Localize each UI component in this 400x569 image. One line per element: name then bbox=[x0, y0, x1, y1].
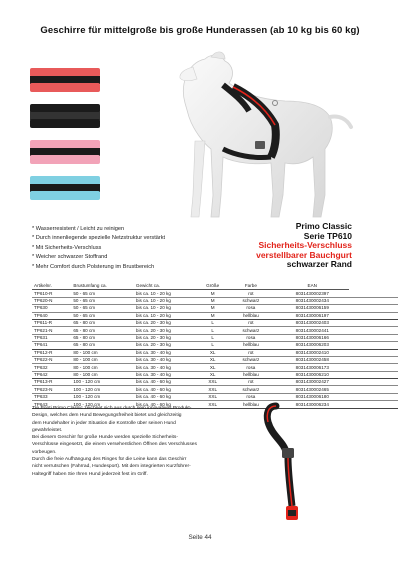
feature-item: * Durch innenliegende spezielle Netzstruktur verstärkt bbox=[32, 235, 166, 242]
table-cell: bis ca. 20 - 30 kg bbox=[134, 327, 199, 334]
table-cell: TP613-R bbox=[32, 379, 71, 386]
table-cell: XXL bbox=[199, 401, 227, 408]
table-cell-blank bbox=[349, 393, 398, 400]
highlight-safety-lock: Sicherheits-Verschluss bbox=[258, 240, 352, 250]
table-cell: TP620-N bbox=[32, 297, 71, 304]
table-cell: 8031430002458 bbox=[275, 356, 349, 363]
table-cell: TP612-R bbox=[32, 349, 71, 356]
table-cell: schwarz bbox=[227, 356, 276, 363]
table-row bbox=[32, 386, 398, 393]
table-cell: hellblau bbox=[227, 312, 276, 319]
table-cell: bis ca. 20 - 30 kg bbox=[134, 342, 199, 349]
table-cell: 8031430002434 bbox=[275, 297, 349, 304]
table-cell: TP630 bbox=[32, 305, 71, 312]
table-cell-blank bbox=[349, 327, 398, 334]
table-cell-blank bbox=[349, 401, 398, 408]
table-cell: 65 - 80 cm bbox=[71, 319, 134, 326]
table-cell-blank bbox=[349, 290, 398, 297]
table-cell: bis ca. 10 - 20 kg bbox=[134, 305, 199, 312]
table-cell: 100 - 120 cm bbox=[71, 379, 134, 386]
table-cell: 50 - 65 cm bbox=[71, 305, 134, 312]
table-cell: bis ca. 40 - 60 kg bbox=[134, 379, 199, 386]
table-cell: 8031430002403 bbox=[275, 319, 349, 326]
col-header: Brustumfang ca. bbox=[71, 283, 134, 290]
table-row bbox=[32, 327, 398, 334]
table-cell-blank bbox=[349, 386, 398, 393]
product-series: Serie TP610 bbox=[303, 230, 352, 241]
table-row bbox=[32, 379, 398, 386]
table-cell: 8031430006173 bbox=[275, 364, 349, 371]
table-cell-blank bbox=[349, 312, 398, 319]
table-cell: 100 - 120 cm bbox=[71, 393, 134, 400]
description-line: Verschlüsse eingesetzt, die einem versehentlichen Öffnen des Verschlusses bbox=[32, 442, 197, 448]
table-cell: bis ca. 10 - 20 kg bbox=[134, 297, 199, 304]
table-cell: TP623-N bbox=[32, 386, 71, 393]
table-cell: M bbox=[199, 305, 227, 312]
table-cell: 8031430006197 bbox=[275, 312, 349, 319]
highlight-belly-strap: verstellbarer Bauchgurt bbox=[256, 249, 352, 260]
table-row bbox=[32, 342, 398, 349]
table-cell: 8031430002427 bbox=[275, 379, 349, 386]
table-cell: 8031430002441 bbox=[275, 327, 349, 334]
table-cell: TP610-R bbox=[32, 290, 71, 297]
table-cell-blank bbox=[349, 297, 398, 304]
swatch-schwarz bbox=[30, 104, 100, 130]
table-cell-blank bbox=[349, 342, 398, 349]
table-cell: hellblau bbox=[227, 371, 276, 378]
table-cell: TP642 bbox=[32, 371, 71, 378]
table-cell: XL bbox=[199, 356, 227, 363]
table-cell: TP622-N bbox=[32, 356, 71, 363]
table-cell-blank bbox=[349, 364, 398, 371]
table-cell: bis ca. 20 - 30 kg bbox=[134, 334, 199, 341]
table-cell: hellblau bbox=[227, 401, 276, 408]
table-cell: schwarz bbox=[227, 297, 276, 304]
table-cell: L bbox=[199, 319, 227, 326]
table-row bbox=[32, 371, 398, 378]
table-cell: bis ca. 10 - 20 kg bbox=[134, 290, 199, 297]
feature-item: * Mit Sicherheits-Verschluss bbox=[32, 244, 102, 251]
table-cell: 50 - 65 cm bbox=[71, 312, 134, 319]
swatch-rosa bbox=[30, 140, 100, 166]
table-cell: rosa bbox=[227, 364, 276, 371]
table-row bbox=[32, 393, 398, 400]
table-header-row bbox=[32, 283, 398, 290]
table-cell: TP632 bbox=[32, 364, 71, 371]
description-line: Design, welches dem Hund Bewegungsfreiheit bietet und gleichzeitig bbox=[32, 413, 182, 419]
table-cell: 65 - 80 cm bbox=[71, 334, 134, 341]
table-cell: 80 - 100 cm bbox=[71, 356, 134, 363]
table-cell: bis ca. 20 - 30 kg bbox=[134, 319, 199, 326]
feature-item: * Wasserresistent / Leicht zu reinigen bbox=[32, 226, 125, 232]
table-cell: 80 - 100 cm bbox=[71, 364, 134, 371]
table-cell-blank bbox=[349, 305, 398, 312]
table-cell: L bbox=[199, 327, 227, 334]
color-swatches bbox=[30, 68, 100, 212]
table-cell: TP643 bbox=[32, 401, 71, 408]
page-number: Seite 44 bbox=[188, 534, 212, 541]
table-row bbox=[32, 305, 398, 312]
table-row bbox=[32, 297, 398, 304]
table-cell: 80 - 100 cm bbox=[71, 349, 134, 356]
table-cell: 8031430006166 bbox=[275, 334, 349, 341]
table-cell: TP640 bbox=[32, 312, 71, 319]
table-cell: XL bbox=[199, 364, 227, 371]
table-cell: 65 - 80 cm bbox=[71, 342, 134, 349]
feature-list bbox=[32, 225, 252, 272]
harness-product-image bbox=[262, 402, 322, 527]
table-cell: bis ca. 30 - 40 kg bbox=[134, 371, 199, 378]
swatch-hellblau bbox=[30, 176, 100, 202]
table-cell-blank bbox=[349, 356, 398, 363]
product-description bbox=[32, 405, 242, 478]
table-cell-blank bbox=[349, 334, 398, 341]
table-cell: L bbox=[199, 334, 227, 341]
table-cell: 8031430006203 bbox=[275, 342, 349, 349]
table-cell-blank bbox=[349, 379, 398, 386]
description-line: gewährleistet. bbox=[32, 427, 63, 433]
table-cell: rot bbox=[227, 349, 276, 356]
table-cell: bis ca. 30 - 40 kg bbox=[134, 356, 199, 363]
table-cell: XXL bbox=[199, 386, 227, 393]
feature-item: * Mehr Comfort durch Polsterung im Brustbereich bbox=[32, 263, 155, 270]
table-cell: TP633 bbox=[32, 393, 71, 400]
table-cell: L bbox=[199, 342, 227, 349]
table-cell: XL bbox=[199, 349, 227, 356]
table-cell: rosa bbox=[227, 305, 276, 312]
col-header: Größe bbox=[199, 283, 227, 290]
table-cell: 80 - 100 cm bbox=[71, 371, 134, 378]
table-cell: 8031430006210 bbox=[275, 371, 349, 378]
table-row bbox=[32, 290, 398, 297]
table-cell: 8031430002410 bbox=[275, 349, 349, 356]
table-cell: bis ca. 40 - 60 kg bbox=[134, 386, 199, 393]
table-cell: hellblau bbox=[227, 342, 276, 349]
table-cell: 8031430002397 bbox=[275, 290, 349, 297]
table-cell: TP641 bbox=[32, 342, 71, 349]
table-cell: M bbox=[199, 297, 227, 304]
table-cell: M bbox=[199, 312, 227, 319]
table-cell: 8031430002465 bbox=[275, 386, 349, 393]
table-cell: rosa bbox=[227, 334, 276, 341]
table-cell: rosa bbox=[227, 393, 276, 400]
table-cell: 8031430006180 bbox=[275, 393, 349, 400]
table-cell: XXL bbox=[199, 379, 227, 386]
table-cell: 8031430006159 bbox=[275, 305, 349, 312]
table-cell: bis ca. 40 - 60 kg bbox=[134, 401, 199, 408]
table-row bbox=[32, 319, 398, 326]
table-cell: 65 - 80 cm bbox=[71, 327, 134, 334]
col-header: Artikelnr. bbox=[32, 283, 71, 290]
table-cell: TP631 bbox=[32, 334, 71, 341]
table-cell: 50 - 65 cm bbox=[71, 297, 134, 304]
table-row bbox=[32, 356, 398, 363]
table-row bbox=[32, 312, 398, 319]
page-title: Geschirre für mittelgroße bis große Hunderassen (ab 10 kg bis 60 kg) bbox=[40, 25, 360, 36]
feature-item: * Weicher schwarzer Stoffrand bbox=[32, 254, 108, 261]
table-cell-blank bbox=[349, 349, 398, 356]
article-table bbox=[32, 283, 398, 409]
table-row bbox=[32, 349, 398, 356]
table-cell: bis ca. 30 - 40 kg bbox=[134, 349, 199, 356]
table-cell: TP621-N bbox=[32, 327, 71, 334]
table-row bbox=[32, 334, 398, 341]
col-header: Farbe bbox=[227, 283, 276, 290]
table-cell: 8031430006234 bbox=[275, 401, 349, 408]
table-cell: TP611-R bbox=[32, 319, 71, 326]
table-cell: 50 - 65 cm bbox=[71, 290, 134, 297]
product-info bbox=[256, 222, 352, 270]
col-header: EAN bbox=[275, 283, 349, 290]
description-line: Bei diesem Geschirr für große Hunde werden spezielle Sicherheits- bbox=[32, 435, 178, 441]
table-cell: 100 - 120 cm bbox=[71, 401, 134, 408]
table-cell: rot bbox=[227, 290, 276, 297]
col-header: Gewicht ca. bbox=[134, 283, 199, 290]
description-line: dem Hundehalter in jeder Situation die Kontrolle über seinen Hund bbox=[32, 420, 176, 426]
dog-harness-image bbox=[125, 45, 355, 223]
table-cell: bis ca. 10 - 20 kg bbox=[134, 312, 199, 319]
table-cell: M bbox=[199, 290, 227, 297]
table-cell: rot bbox=[227, 379, 276, 386]
product-name: Primo Classic bbox=[295, 221, 352, 231]
table-cell: XXL bbox=[199, 393, 227, 400]
description-line: vorbeugen. bbox=[32, 449, 57, 455]
swatch-rot bbox=[30, 68, 100, 94]
table-cell-blank bbox=[349, 371, 398, 378]
table-row bbox=[32, 364, 398, 371]
description-line: Haltegriff haben Sie Ihren Hund jederzeit fest im Griff. bbox=[32, 471, 148, 477]
description-line: nicht verrutschen (Fahrrad, Hundesport). Mit dem integrierten Kurzführer- bbox=[32, 464, 191, 470]
table-cell: schwarz bbox=[227, 386, 276, 393]
table-cell: rot bbox=[227, 319, 276, 326]
highlight-black-edge: schwarzer Rand bbox=[286, 259, 352, 269]
table-cell: 100 - 120 cm bbox=[71, 386, 134, 393]
table-cell: bis ca. 30 - 40 kg bbox=[134, 364, 199, 371]
description-line: Durch die freie Aufhängung des Ringes für die Leine kann das Geschirr bbox=[32, 457, 187, 463]
table-cell-blank bbox=[349, 319, 398, 326]
table-cell: bis ca. 40 - 60 kg bbox=[134, 393, 199, 400]
description-line: Tre Ponti Primo Classic zeichnet sich aus durch sein innovatives Produkt- bbox=[32, 406, 192, 411]
table-cell: XL bbox=[199, 371, 227, 378]
table-cell: schwarz bbox=[227, 327, 276, 334]
